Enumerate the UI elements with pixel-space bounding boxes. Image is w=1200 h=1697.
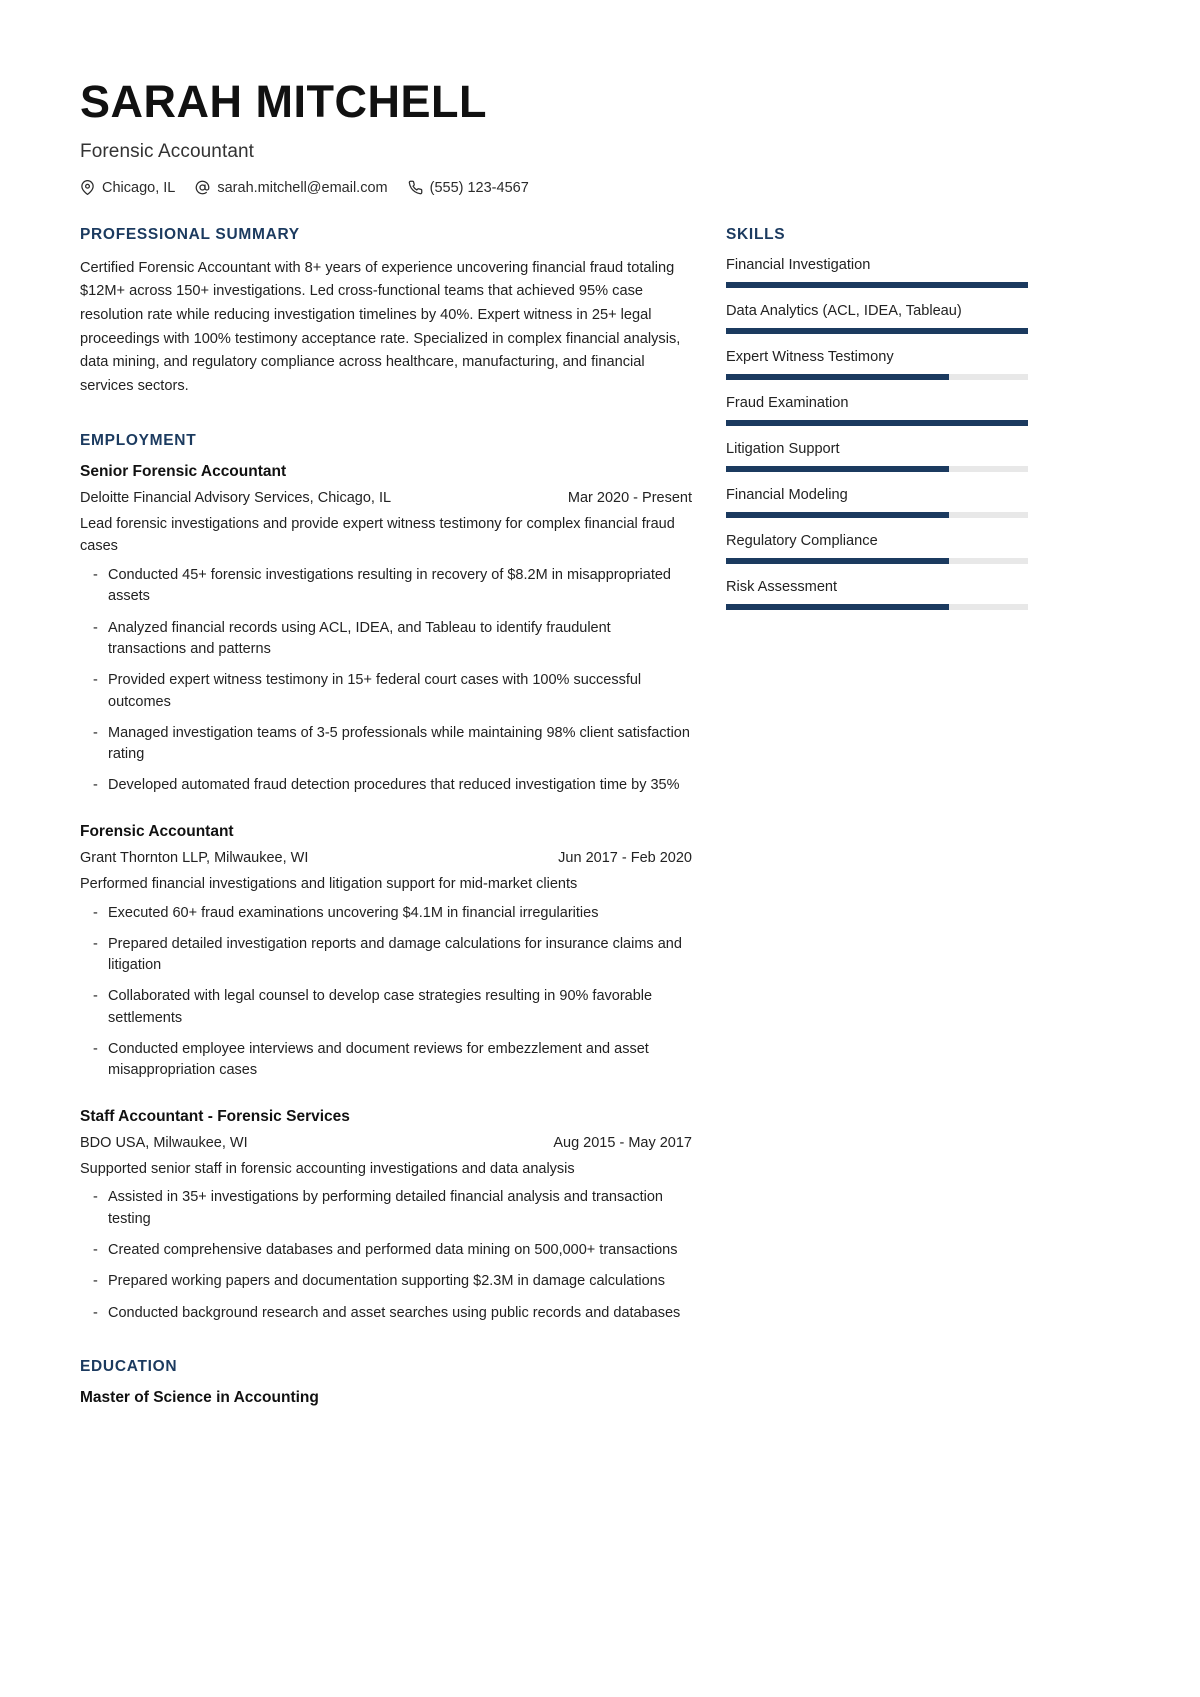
skill-bar-fill	[726, 604, 949, 610]
phone-icon	[408, 180, 423, 195]
skill-item	[726, 303, 1028, 334]
job-bullet: - Created comprehensive databases and performed data mining on 500,000+ transactions	[80, 1240, 692, 1261]
job-bullet: - Executed 60+ fraud examinations uncovering $4.1M in financial irregularities	[80, 903, 692, 924]
map-pin-icon	[80, 180, 95, 195]
contact-location-text: Chicago, IL	[102, 179, 176, 196]
resume-header	[80, 78, 1120, 196]
job-bullet: - Conducted background research and asset searches using public records and databases	[80, 1303, 692, 1324]
job-summary: Lead forensic investigations and provide expert witness testimony for complex financial fraud cases	[80, 516, 675, 555]
section-heading-skills: SKILLS	[726, 225, 786, 243]
skill-bar-fill	[726, 282, 1028, 288]
job-bullet: - Conducted employee interviews and document reviews for embezzlement and asset misappropriation cases	[80, 1039, 692, 1082]
candidate-name: SARAH MITCHELL	[80, 76, 487, 127]
job-meta	[80, 848, 692, 869]
job-summary: Performed financial investigations and litigation support for mid-market clients	[80, 875, 578, 892]
job-bullet: - Assisted in 35+ investigations by performing detailed financial analysis and transaction testing	[80, 1187, 692, 1230]
skill-item	[726, 533, 1028, 564]
skill-item	[726, 349, 1028, 380]
job-bullet: - Managed investigation teams of 3-5 professionals while maintaining 98% client satisfaction rating	[80, 723, 692, 766]
job-bullet: - Collaborated with legal counsel to develop case strategies resulting in 90% favorable settlements	[80, 986, 692, 1029]
skill-item	[726, 579, 1028, 610]
job-bullet-list	[80, 1187, 692, 1324]
job-bullet: - Conducted 45+ forensic investigations resulting in recovery of $8.2M in misappropriated assets	[80, 565, 692, 608]
summary-text: Certified Forensic Accountant with 8+ years of experience uncovering financial fraud totaling $12M+ across 150+ investigations. Led cross-functional teams that achieved 95% case resolution rate while reducing investigation timelines by 40%. Expert witness in 25+ legal proceedings with 100% testimony acceptance rate. Specialized in complex financial analysis, data mining, and regulatory compliance across healthcare, manufacturing, and financial services sectors.	[80, 259, 681, 394]
section-education	[80, 1358, 692, 1407]
job-company: Deloitte Financial Advisory Services, Chicago, IL	[80, 490, 392, 507]
skill-bar-fill	[726, 420, 1028, 426]
skill-name: Financial Investigation	[726, 256, 871, 273]
skills-column	[726, 226, 1028, 644]
at-sign-icon	[195, 180, 210, 195]
job-company: Grant Thornton LLP, Milwaukee, WI	[80, 849, 309, 866]
job-meta	[80, 488, 692, 509]
skill-name: Fraud Examination	[726, 394, 849, 411]
skill-item	[726, 257, 1028, 288]
section-professional-summary	[80, 226, 692, 399]
skill-item	[726, 395, 1028, 426]
skill-bar-track	[726, 374, 1028, 380]
job-bullet: - Provided expert witness testimony in 15+ federal court cases with 100% successful outcomes	[80, 670, 692, 713]
employment-entry	[80, 823, 692, 1082]
skill-bar-track	[726, 328, 1028, 334]
job-bullet-list	[80, 565, 692, 797]
skill-bar-track	[726, 604, 1028, 610]
section-heading-employment: EMPLOYMENT	[80, 432, 197, 450]
job-bullet: - Analyzed financial records using ACL, IDEA, and Tableau to identify fraudulent transactions and patterns	[80, 618, 692, 661]
skill-bar-track	[726, 558, 1028, 564]
skill-bar-track	[726, 512, 1028, 518]
job-summary: Supported senior staff in forensic accounting investigations and data analysis	[80, 1160, 575, 1177]
skill-bar-track	[726, 282, 1028, 288]
job-role: Senior Forensic Accountant	[80, 463, 287, 481]
section-employment	[80, 432, 692, 1324]
contact-row	[80, 180, 1120, 196]
resume-body	[80, 226, 1120, 1441]
contact-email-text: sarah.mitchell@email.com	[217, 179, 388, 196]
section-heading-education: EDUCATION	[80, 1358, 178, 1376]
job-role: Staff Accountant - Forensic Services	[80, 1107, 350, 1125]
candidate-job-title: Forensic Accountant	[80, 140, 255, 162]
skill-bar-fill	[726, 512, 949, 518]
skill-name: Risk Assessment	[726, 578, 838, 595]
contact-phone[interactable]	[408, 180, 529, 196]
job-bullet: - Developed automated fraud detection procedures that reduced investigation time by 35%	[80, 775, 692, 796]
job-meta	[80, 1133, 692, 1154]
skill-name: Litigation Support	[726, 440, 840, 457]
skill-bar-fill	[726, 466, 949, 472]
job-bullet: - Prepared working papers and documentation supporting $2.3M in damage calculations	[80, 1271, 692, 1292]
skill-item	[726, 487, 1028, 518]
employment-entry	[80, 1108, 692, 1324]
skill-bar-fill	[726, 558, 949, 564]
job-dates: Jun 2017 - Feb 2020	[558, 849, 692, 866]
skill-name: Regulatory Compliance	[726, 532, 878, 549]
contact-location	[80, 180, 175, 196]
main-column	[80, 226, 692, 1441]
employment-entry	[80, 463, 692, 796]
skill-bar-track	[726, 420, 1028, 426]
job-company: BDO USA, Milwaukee, WI	[80, 1134, 248, 1151]
skill-bar-fill	[726, 328, 1028, 334]
job-dates: Mar 2020 - Present	[567, 490, 692, 507]
skill-name: Expert Witness Testimony	[726, 348, 894, 365]
job-bullet-list	[80, 903, 692, 1082]
job-dates: Aug 2015 - May 2017	[553, 1134, 692, 1151]
job-role: Forensic Accountant	[80, 822, 234, 840]
skill-bar-fill	[726, 374, 949, 380]
contact-email[interactable]	[195, 180, 387, 196]
skill-bar-track	[726, 466, 1028, 472]
contact-phone-text: (555) 123-4567	[429, 179, 529, 196]
section-skills	[726, 226, 1028, 610]
job-bullet: - Prepared detailed investigation reports and damage calculations for insurance claims and litigation	[80, 934, 692, 977]
section-heading-summary: PROFESSIONAL SUMMARY	[80, 225, 300, 243]
skill-item	[726, 441, 1028, 472]
skill-name: Financial Modeling	[726, 486, 848, 503]
skill-name: Data Analytics (ACL, IDEA, Tableau)	[726, 302, 962, 319]
education-degree: Master of Science in Accounting	[80, 1389, 319, 1407]
